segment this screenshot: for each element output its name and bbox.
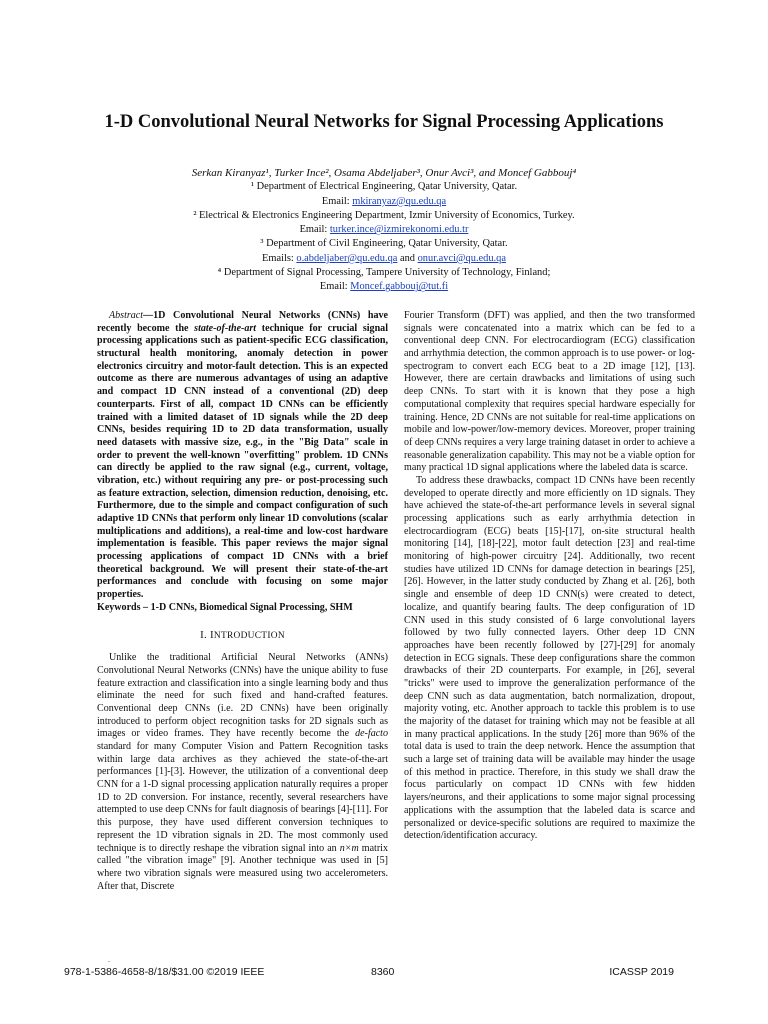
email-label: Email: <box>299 224 330 236</box>
body-text: Unlike the traditional Artificial Neural Networks (ANNs) Convolutional Neural Networks (CNNs) have the unique ability to fuse feature extraction and classification into a single learning body and thus eliminate the need for such fixed and hand-crafted features. Conventional deep CNNs (i.e. 2D CNNs) have been originally introduced to perform object recognition tasks for 2D signals such as images or video frames. They have recently become the <box>97 652 388 740</box>
right-column <box>404 310 695 843</box>
abstract-label: Abstract <box>109 310 144 321</box>
author-block <box>60 166 708 295</box>
body-emphasis: de-facto <box>355 728 388 740</box>
paper-title: 1-D Convolutional Neural Networks for Signal Processing Applications <box>104 112 664 132</box>
body-paragraph: To address these drawbacks, compact 1D CNNs have been recently developed to operate directly and more efficiently on 1D signals. They have achieved the state-of-the-art performance levels in several signal processing applications such as early arrhythmia detection in electrocardiogram (ECG) beats [15]-[17], on-site structural health monitoring [14], [18]-[22], motor fault detection [23] and real-time monitoring of high-power circuitry [24]. Additionally, two recent studies have utilized 1D CNNs for damage detection in bearings [25], [26]. However, in the latter study conducted by Zhang et al. [26], both single and ensemble of deep 1D CNN(s) were created to detect, localize, and quantify bearing faults. The deep configuration of 1D CNN used in this study consisted of 6 large convolutional layers followed by two fully connected layers. Other deep 1D CNN approaches have been recently followed by [27]-[29] for anomaly detection in ECG signals. These deep configurations share the common drawbacks of their 2D counterparts. For example, in [26], several "tricks" were used to improve the generalization performance of the deep CNN such as data augmentation, batch normalization, dropout, majority voting, etc. Another approach to tackle this problem is to use the majority of the dataset for training which may not be feasible at all in many practical applications. In the study [26] more than 96% of the total data is used to train the deep network. Hence the assumption that such a large set of training data will be available may hinder the usage of this method in practice. Therefore, in this study we shall draw the focus particularly on compact 1D CNNs with few hidden layers/neurons, and their applications to some major signal processing applications with the assumption that the labeled data is scarce and personalized or device-specific solutions are required to maximize the detection/identification accuracy. <box>404 474 695 842</box>
email-line-3 <box>60 252 708 266</box>
author-names: Serkan Kiranyaz¹, Turker Ince², Osama Abdeljaber³, Onur Avci³, and Moncef Gabbouj⁴ <box>191 167 577 179</box>
email-joiner: and <box>397 252 418 264</box>
email-line-2 <box>60 223 708 237</box>
page-footer <box>64 966 674 982</box>
section-title: NTRODUCTION <box>213 630 285 641</box>
body-text: matrix called "the vibration image" [9]. Another technique was used in [5] where two vibration signals were measured using two accelerometers. After that, Discrete <box>97 842 388 892</box>
footer-isbn: 978-1-5386-4658-8/18/$31.00 ©2019 IEEE <box>64 966 265 978</box>
affiliation-3: ³ Department of Civil Engineering, Qatar University, Qatar. <box>260 238 508 250</box>
body-text: standard for many Computer Vision and Pattern Recognition tasks within large data archives as they achieved the state-of-the-art performances [1]-[3]. However, the utilization of a conventional deep CNN for a 1-D signal processing application naturally requires a proper 1D to 2D conversion. For instance, recently, several researchers have attempted to use deep CNNs for fault diagnosis of bearings [4]-[11]. For this purpose, they have used different conversion techniques to represent the 1D vibration signals in 2D. The most commonly used technique is to directly reshape the vibration signal into an <box>97 741 388 854</box>
email-label: Emails: <box>262 252 297 264</box>
footer-venue: ICASSP 2019 <box>609 966 674 978</box>
abstract-text: 1D Convolutional Neural Networks (CNNs) have recently become the <box>97 310 388 334</box>
email-label: Email: <box>321 195 353 207</box>
stray-mark: . <box>108 955 110 964</box>
abstract-text: technique for crucial signal processing applications such as patient-specific ECG classification, structural health monitoring, anomaly detection in power electronics circuitry and motor-fault detection. This is an expected outcome as there are numerous advantages of using an adaptive and compact 1D CNN instead of a conventional (2D) deep counterparts. First of all, compact 1D CNNs can be efficiently trained with a limited dataset of 1D signals while the 2D deep CNNs, besides requiring 1D to 2D data transformation, usually need datasets with massive size, e.g., in the "Big Data" scale in order to prevent the well-known "overfitting" problem. 1D CNNs can directly be applied to the raw signal (e.g., current, voltage, vibration, etc.) without requiring any pre- or post-processing such as feature extraction, selection, dimension reduction, denoising, etc. Furthermore, due to the simple and compact configuration of such adaptive 1D CNNs that perform only linear 1D convolutions (scalar multiplications and additions), a real-time and low-cost hardware implementation is feasible. This paper reviews the major signal processing applications of compact 1D CNNs with a brief theoretical background. We will present their state-of-the-art performances and conclude with focusing on some major properties. <box>97 322 388 601</box>
affiliation-2: ² Electrical & Electronics Engineering Department, Izmir University of Economics, Turkey. <box>193 209 575 221</box>
section-initial: I <box>209 628 214 641</box>
email-link[interactable]: onur.avci@qu.edu.qa <box>417 252 506 264</box>
section-heading <box>97 629 388 643</box>
abstract-emphasis: state-of-the-art <box>194 322 257 334</box>
email-line-4 <box>60 280 708 294</box>
abstract <box>97 310 388 602</box>
email-label: Email: <box>319 281 351 293</box>
intro-paragraph <box>97 652 388 893</box>
email-link[interactable]: turker.ince@izmirekonomi.edu.tr <box>329 224 469 236</box>
affiliation-1: ¹ Department of Electrical Engineering, Qatar University, Qatar. <box>250 181 518 193</box>
email-link[interactable]: Moncef.gabbouj@tut.fi <box>350 281 449 293</box>
keywords: Keywords – 1-D CNNs, Biomedical Signal Processing, SHM <box>97 601 353 613</box>
math-expression: n×m <box>339 842 359 854</box>
email-line-1 <box>60 195 708 209</box>
left-column <box>97 310 388 893</box>
footer-page-number: 8360 <box>371 966 395 978</box>
body-paragraph: Fourier Transform (DFT) was applied, and then the two transformed signals were concatenated into a matrix which can be fed to a conventional deep CNN. For electrocardiogram (ECG) classification and arrhythmia detection, the common approach is to use power- or log-spectrogram to convert each ECG beat to a 2D image [12], [13]. However, there are certain drawbacks and limitations of using such deep CNNs. To start with it is known that they pose a high computational complexity that requires special hardware especially for training. Hence, 2D CNNs are not suitable for real-time applications on mobile and low-power/low-memory devices. Moreover, proper training of deep CNNs requires a very large training dataset in order to achieve a reasonable generalization capability. This may not be a viable option for many practical 1D signal applications where the labeled data is scarce. <box>404 310 695 474</box>
email-link[interactable]: o.abdeljaber@qu.edu.qa <box>296 252 398 264</box>
email-link[interactable]: mkiranyaz@qu.edu.qa <box>352 195 447 207</box>
affiliation-4: ⁴ Department of Signal Processing, Tampere University of Technology, Finland; <box>217 267 551 279</box>
section-numeral: I. <box>200 628 207 641</box>
abstract-dash: — <box>143 310 154 321</box>
